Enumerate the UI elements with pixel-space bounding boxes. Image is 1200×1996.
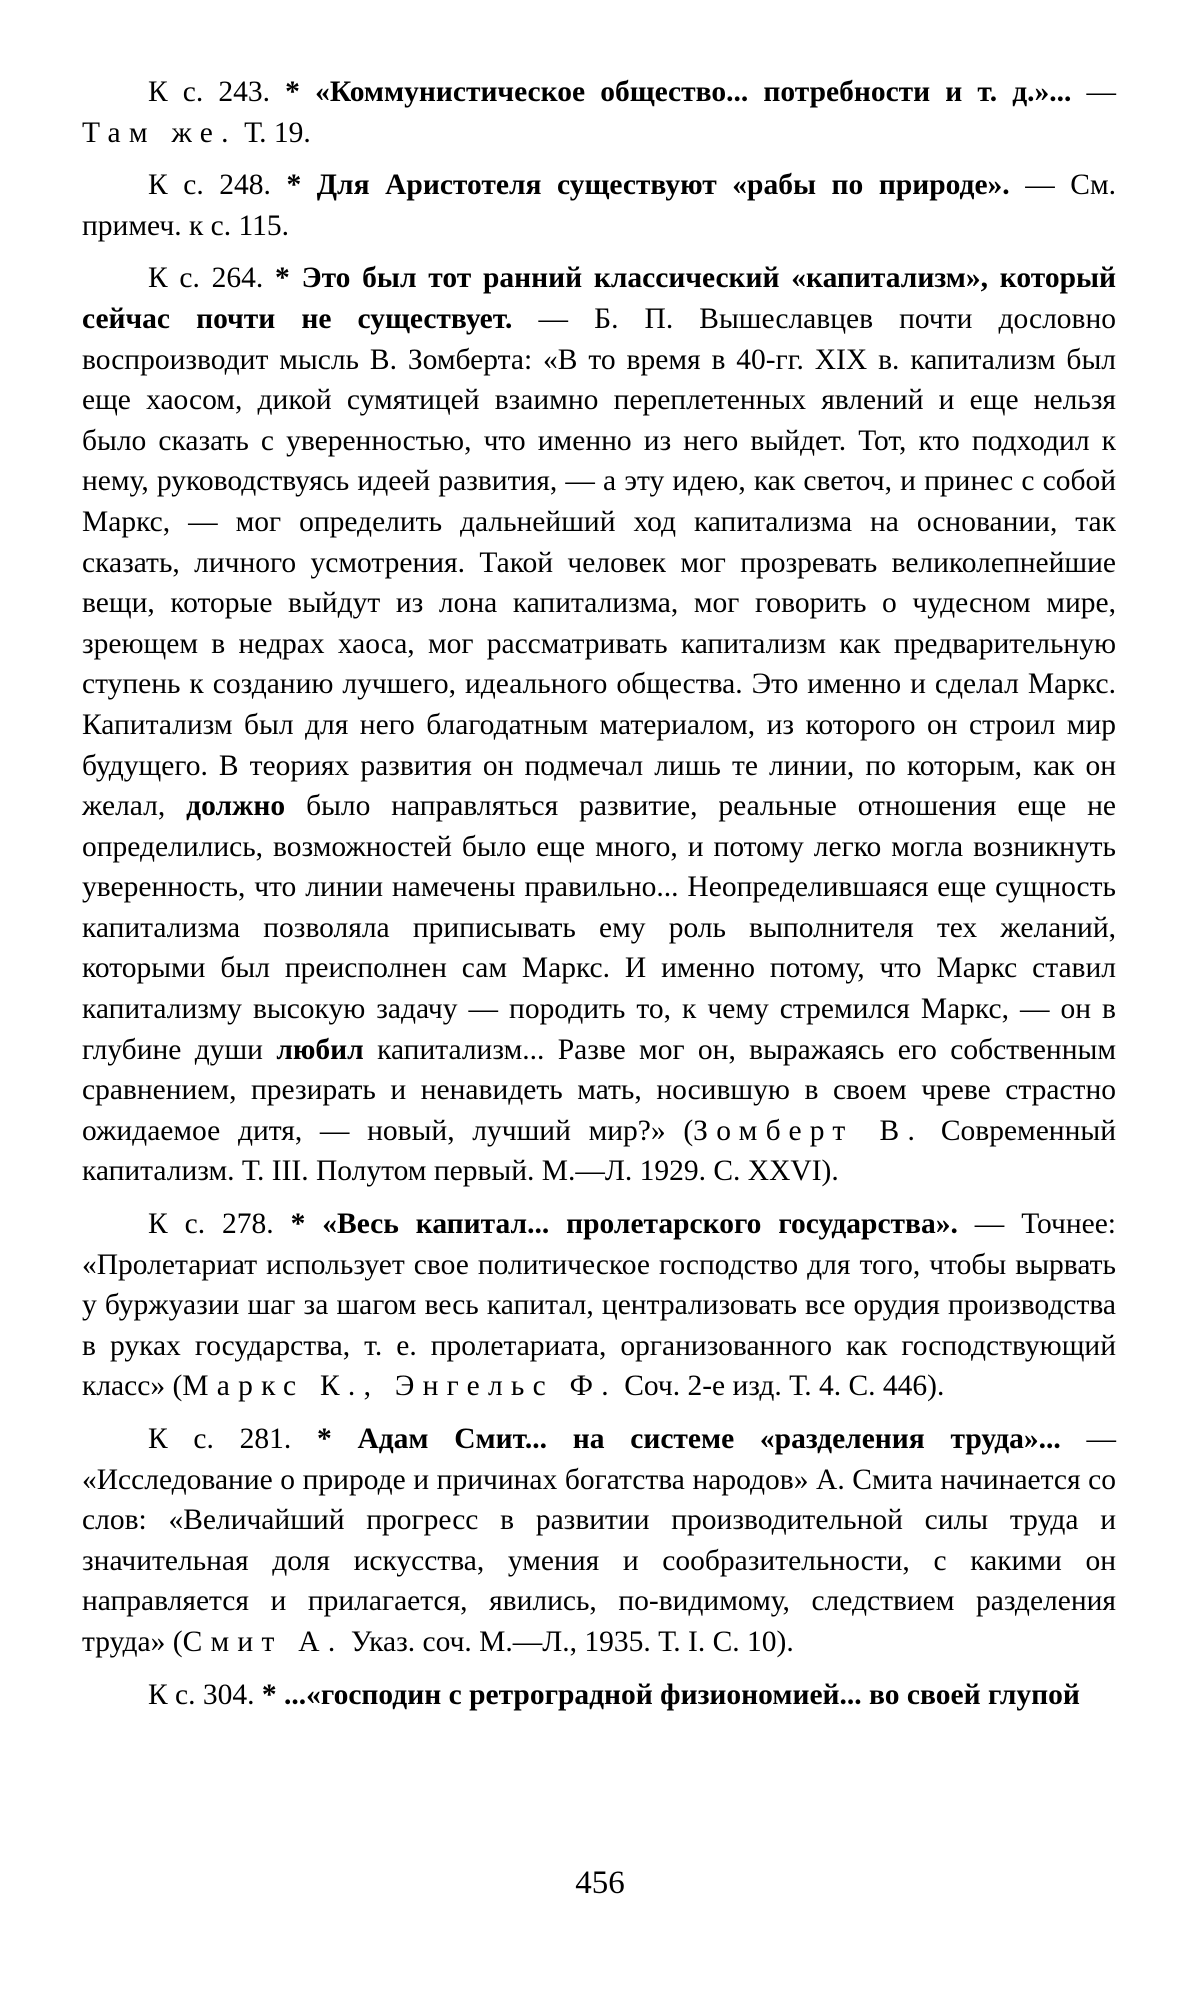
note-text: было направляться развитие, реальные отношения еще не определились, возможностей было еще много, и потому легко могла возникнуть уверенность, что линии намечены правильно... Неопределившаяся еще сущность капитализма позволяла приписывать ему роль выполнителя тех желаний, которыми был преисполнен сам Маркс. И именно потому, что Маркс ставил капитализму высокую задачу — породить то, к чему стремился Маркс, — он в глубине души — [82, 790, 1117, 1066]
note-quote: Для Аристотеля существуют «рабы по природе». — [316, 169, 1010, 202]
note-emphasis: любил — [276, 1033, 364, 1066]
note-text: Указ. соч. М.—Л., 1935. Т. I. С. 10). — [350, 1625, 794, 1658]
note-star: * — [261, 1678, 277, 1711]
note-text: Т. 19. — [244, 116, 311, 149]
note-ref: К с. 243. — [148, 76, 271, 108]
note-text: — См. примеч. к с. 115. — [82, 169, 1117, 242]
note-ref: К с. 278. — [148, 1208, 274, 1241]
note-text: капитализм... Разве мог он, выражаясь его собственным сравнением, презирать и ненавидеть мать, носившую в своем чреве страстно ожидаемое дитя, — новый, лучший мир?» ( — [82, 1033, 1116, 1147]
note-source-author: Там же. — [82, 116, 237, 149]
note-278 — [82, 1204, 1116, 1407]
note-quote: Адам Смит... на системе «разделения труда»... — [357, 1423, 1061, 1455]
note-243 — [82, 72, 1116, 153]
note-281 — [82, 1419, 1116, 1663]
note-dash: — — [1086, 76, 1117, 108]
note-264 — [82, 258, 1116, 1192]
page-number: 456 — [575, 1865, 625, 1901]
note-quote: ...«господин с ретроградной физиономией... во своей глупой — [284, 1678, 1080, 1711]
note-star: * — [285, 76, 300, 108]
note-source-author: Зомберт В. — [693, 1114, 924, 1147]
note-star: * — [290, 1208, 306, 1241]
note-star: * — [275, 262, 290, 295]
note-ref: К с. 264. — [148, 262, 264, 295]
note-ref: К с. 281. — [148, 1423, 292, 1455]
note-star: * — [286, 169, 302, 202]
note-ref: К с. 304. — [148, 1678, 255, 1711]
notes-page — [82, 72, 1116, 1727]
note-quote: Это был тот ранний классический «капитализм», который сейчас почти не существует. — [82, 262, 1117, 335]
note-ref: К с. 248. — [148, 169, 271, 202]
note-source-author: Маркс К., Энгельс Ф. — [182, 1370, 617, 1403]
note-248 — [82, 165, 1116, 246]
note-quote: «Весь капитал... пролетарского государства». — [322, 1208, 958, 1241]
note-quote: «Коммунистическое общество... потребности и т. д.»... — [315, 76, 1072, 108]
note-star: * — [316, 1423, 332, 1455]
note-text: Соч. 2-е изд. Т. 4. С. 446). — [624, 1370, 945, 1403]
note-text: Современный капитализм. Т. III. Полутом первый. М.—Л. 1929. С. XXVI). — [82, 1114, 1116, 1188]
note-text: — Б. П. Вышеславцев почти дословно воспроизводит мысль В. Зомберта: «В то время в 40-гг. XIX в. капитализм был еще хаосом, дикой сумятицей взаимно переплетенных явлений и еще нельзя было сказать с уверенностью, что именно из него выйдет. Тот, кто подходил к нему, руководствуясь идеей развития, — а эту идею, как светоч, и принес с собой Маркс, — мог определить дальнейший ход капитализма на основании, так сказать, личного усмотрения. Такой человек мог прозревать великолепнейшие вещи, которые выйдут из лона капитализма, мог говорить о чудесном мире, зреющем в недрах хаоса, мог рассматривать капитализм как предварительную ступень к созданию лучшего, идеального общества. Это именно и сделал Маркс. Капитализм был для него благодатным материалом, из которого он строил мир будущего. В теориях развития он подмечал лишь те линии, по которым, как он желал, — [82, 302, 1117, 823]
note-emphasis: должно — [186, 790, 286, 823]
note-text: — Точнее: «Пролетариат использует свое политическое господство для того, чтобы вырвать у буржуазии шаг за шагом весь капитал, централизовать все орудия производства в руках государства, т. е. пролетариата, организованного как господствующий класс» ( — [82, 1208, 1117, 1403]
note-304 — [82, 1675, 1116, 1716]
note-source-author: Смит А. — [182, 1625, 344, 1658]
note-text: — «Исследование о природе и причинах богатства народов» А. Смита начинается со слов: «Величайший прогресс в развитии производительной силы труда и значительная доля искусства, умения и сообразительности, с какими он направляется и прилагается, явились, по-видимому, следствием разделения труда» ( — [82, 1423, 1117, 1658]
